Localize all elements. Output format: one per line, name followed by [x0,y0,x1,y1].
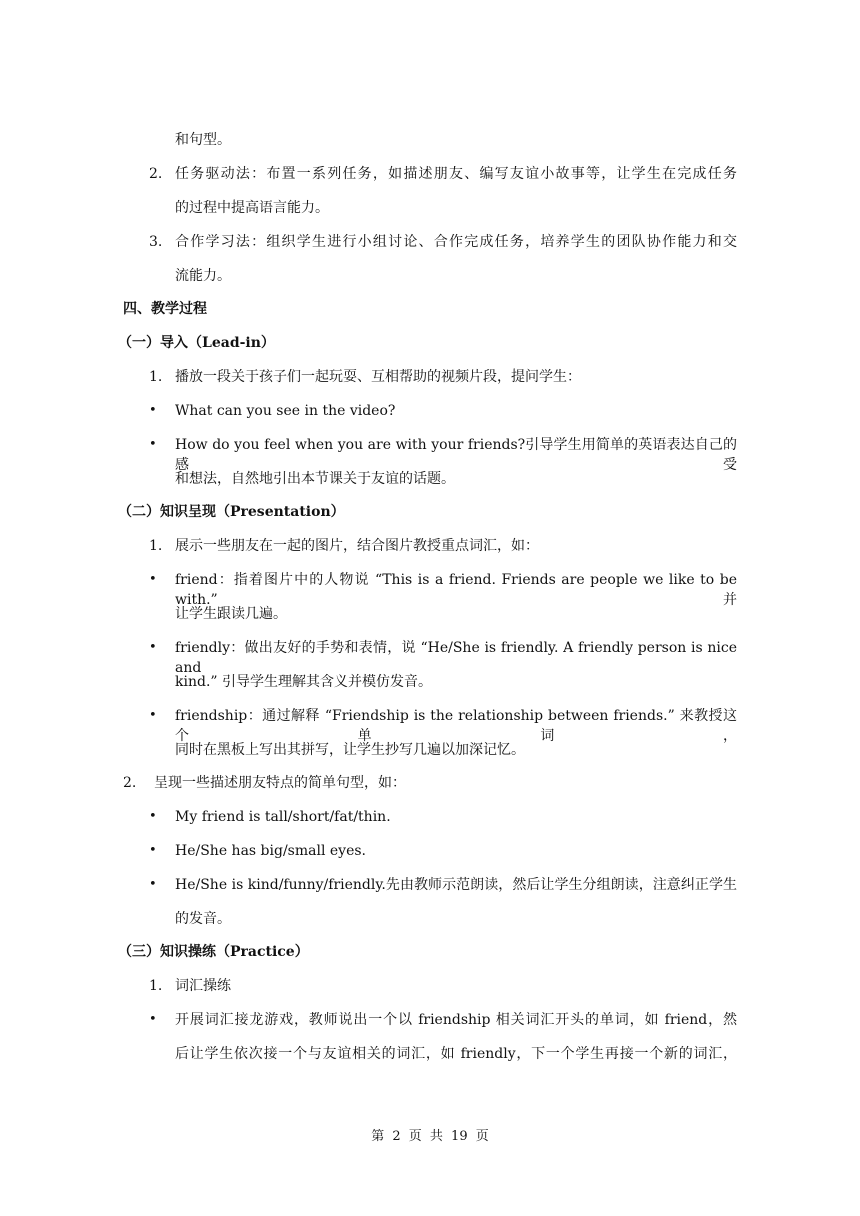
list-number: 1. [149,369,163,385]
section-heading: 四、教学过程 [123,301,207,317]
paragraph-line: 后让学生依次接一个与友谊相关的词汇，如 friendly，下一个学生再接一个新的词汇， [175,1046,737,1062]
bullet-icon: • [149,403,157,418]
bullet-icon: • [149,1012,157,1027]
list-item-text: 合作学习法：组织学生进行小组讨论、合作完成任务，培养学生的团队协作能力和交 [175,234,737,250]
paragraph-line: 和想法，自然地引出本节课关于友谊的话题。 [175,471,455,487]
bullet-icon: • [149,708,157,723]
list-item-text: 词汇操练 [175,978,231,994]
bullet-icon: • [149,843,157,858]
bullet-item-text: 开展词汇接龙游戏，教师说出一个以 friendship 相关词汇开头的单词，如 friend，然 [175,1012,737,1028]
bullet-item-text: He/She is kind/funny/friendly.先由教师示范朗读，然后让学生分组朗读，注意纠正学生 [175,877,737,893]
list-item-text: 呈现一些描述朋友特点的简单句型，如： [154,775,406,791]
list-item-text: 任务驱动法：布置一系列任务，如描述朋友、编写友谊小故事等，让学生在完成任务 [175,166,737,182]
paragraph-line: 的过程中提高语言能力。 [175,200,329,216]
list-number: 2. [149,166,163,182]
list-number: 1. [149,978,163,994]
paragraph-line: 的发音。 [175,911,231,927]
paragraph-line: 同时在黑板上写出其拼写，让学生抄写几遍以加深记忆。 [175,742,525,758]
list-number: 1. [149,538,163,554]
bullet-icon: • [149,572,157,587]
list-item-text: 展示一些朋友在一起的图片，结合图片教授重点词汇，如： [175,538,539,554]
bullet-item-text: friend：指着图片中的人物说 “This is a friend. Friends are people we like to be with.” 并 [175,572,737,608]
bullet-item-text: He/She has big/small eyes. [175,843,366,859]
bullet-item-text: My friend is tall/short/fat/thin. [175,809,391,825]
bullet-icon: • [149,877,157,892]
paragraph-line: kind.” 引导学生理解其含义并模仿发音。 [175,674,432,690]
paragraph-line: 流能力。 [175,268,231,284]
subsection-heading: （一）导入（Lead-in） [118,335,275,351]
bullet-item-text: What can you see in the video? [175,403,396,419]
list-item-text: 播放一段关于孩子们一起玩耍、互相帮助的视频片段，提问学生： [175,369,581,385]
list-number: 2. [123,775,137,791]
bullet-icon: • [149,640,157,655]
list-number: 3. [149,234,163,250]
bullet-icon: • [149,809,157,824]
bullet-icon: • [149,437,157,452]
page-footer: 第 2 页 共 19 页 [371,1129,489,1144]
paragraph-line: 和句型。 [175,132,231,148]
paragraph-line: 让学生跟读几遍。 [175,606,287,622]
subsection-heading: （二）知识呈现（Presentation） [118,504,345,520]
bullet-item-text: How do you feel when you are with your friends?引导学生用简单的英语表达自己的感受 [175,437,737,473]
subsection-heading: （三）知识操练（Practice） [118,944,309,960]
bullet-item-text: friendship：通过解释 “Friendship is the relationship between friends.” 来教授这个单词， [175,708,737,744]
bullet-item-text: friendly：做出友好的手势和表情，说 “He/She is friendly. A friendly person is nice and [175,640,737,676]
